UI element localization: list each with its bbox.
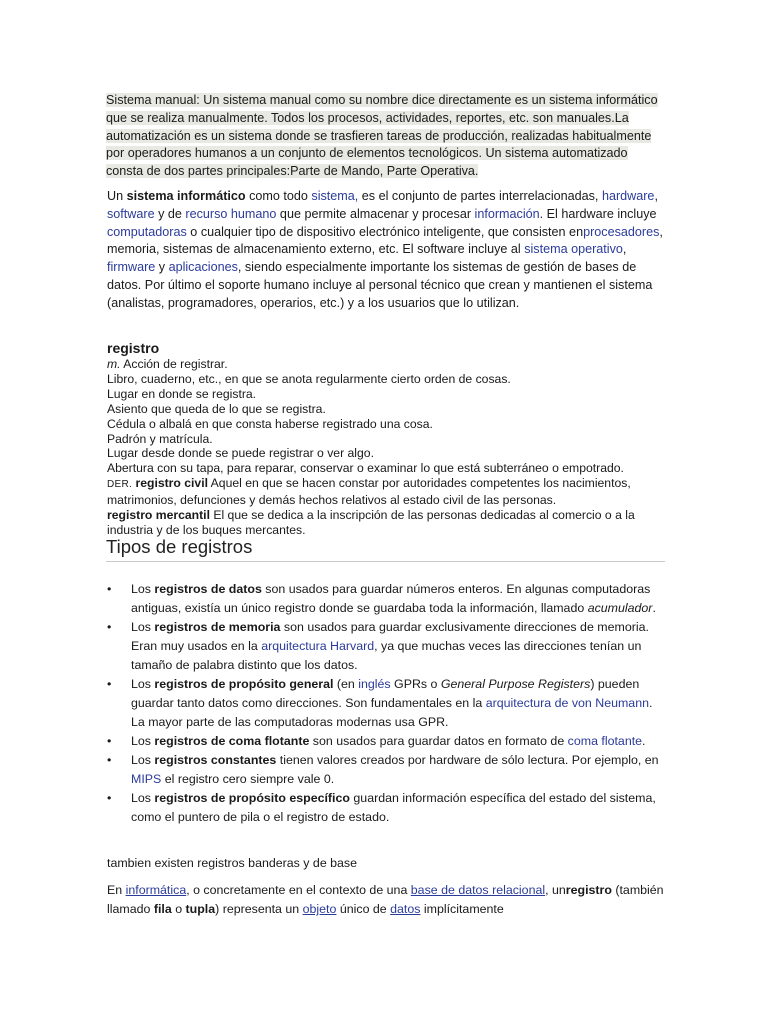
text: y [155,260,169,275]
bold-term: registros de coma flotante [154,734,310,748]
text: único de [336,902,391,916]
definition-line: Asiento que queda de lo que se registra. [107,401,326,416]
text: Los [131,620,155,634]
text: o cualquier tipo de dispositivo electrónico inteligente, que consisten en [186,224,584,239]
text: GPRs o [390,677,441,691]
text: Los [131,582,155,596]
text: como todo [245,189,312,203]
definition-line: Cédula o albalá en que consta haberse registrado una cosa. [107,416,433,431]
link-arquitectura-von-neumann[interactable]: arquitectura de von Neumann [485,696,649,710]
text: . La mayor parte de las computadoras modernas usa GPR. [131,696,653,729]
text: Los [131,734,155,748]
section-heading: Tipos de registros [106,536,665,562]
link-informacion[interactable]: información [474,206,540,221]
link-computadoras[interactable]: computadoras [107,224,187,239]
text: el registro cero siempre vale 0. [161,772,335,786]
link-software[interactable]: software [107,206,155,221]
bullet: • [107,620,112,634]
link-datos[interactable]: datos [390,902,421,916]
bold-term: tupla [185,902,216,916]
definition-line: Libro, cuaderno, etc., en que se anota regularmente cierto orden de cosas. [107,371,511,386]
registro-headword: registro [107,340,160,356]
text: Acción de registrar. [120,357,228,371]
text: o [171,902,186,916]
sistema-paragraph [107,188,667,313]
list-item [107,675,667,732]
text: tienen valores creados por hardware de sólo lectura. Por ejemplo, en [276,753,659,767]
definition-line: Padrón y matrícula. [107,431,213,446]
text: que permite almacenar y procesar [276,206,475,221]
text: Un [107,189,127,203]
list-item [107,789,667,827]
bold-term: registros constantes [154,753,277,767]
text: implícitamente [420,902,504,916]
bold-term: registros de propósito general [154,677,334,691]
bold-term: registros de memoria [154,620,281,634]
bold-term: registro civil [135,476,208,491]
bold-term: fila [153,902,172,916]
text: El que se dedica a la inscripción de las personas dedicadas al comercio o a la industria y de los buques mercantes. [107,508,635,537]
bullet: • [107,791,112,805]
text: ) pueden guardar tanto datos como direcciones. Son fundamentales en la [131,677,640,710]
bullet: • [107,582,112,596]
text: , un [545,883,566,897]
link-hardware[interactable]: hardware [601,189,655,203]
text: , memoria, sistemas de almacenamiento externo, etc. El software incluye al [107,224,663,257]
text: son usados para guardar números enteros. En algunas computadoras antiguas, existía un único registro donde se guardaba toda la información, llamado [131,582,651,615]
link-procesadores[interactable]: procesadores [583,224,660,239]
link-aplicaciones[interactable]: aplicaciones [168,260,238,275]
register-types-list [107,580,667,827]
text: En [107,883,126,897]
text: . [652,601,656,615]
definition-line: Lugar desde donde se puede registrar o ver algo. [107,446,374,461]
text: . El hardware incluye [539,206,657,221]
text: Los [131,677,155,691]
text: son usados para guardar exclusivamente direcciones de memoria. Eran muy usados en la [131,620,649,653]
text: Los [131,791,155,805]
text: son usados para guardar datos en formato de [309,734,568,748]
list-item [107,751,667,789]
list-item [107,580,667,618]
registro-definition [107,339,667,538]
link-ingles[interactable]: inglés [358,677,391,691]
text: Los [131,753,155,767]
bullet: • [107,734,112,748]
text: es el conjunto de partes interrelacionadas, [358,189,602,203]
link-recurso-humano[interactable]: recurso humano [185,206,277,221]
list-item [107,732,667,751]
text: (en [333,677,359,691]
text: Aquel en que se hacen constar por autoridades competentes los nacimientos, matrimonios, defunciones y demás hechos relativos al estado civil de las personas. [107,476,631,508]
link-firmware[interactable]: firmware [107,260,156,275]
grammar-tag: m. [107,357,121,371]
link-informatica[interactable]: informática [125,883,187,897]
italic-term: General Purpose Registers [440,677,591,691]
text: . [642,734,646,748]
bold-term: sistema informático [126,189,246,203]
list-item [107,618,667,675]
link-arquitectura-harvard[interactable]: arquitectura Harvard [261,639,375,653]
text: guardan información específica del estado del sistema, como el puntero de pila o el registro de estado. [131,791,656,824]
italic-term: acumulador [587,601,653,615]
text: , [622,242,627,257]
link-coma-flotante[interactable]: coma flotante [567,734,643,748]
definition-line: Lugar en donde se registra. [107,386,257,401]
text: , o concretamente en el contexto de una [186,883,411,897]
text: ) representa un [215,902,303,916]
text: y de [154,206,186,221]
bold-term: registros de datos [154,582,262,596]
text: (también llamado [107,883,664,916]
definition-line [107,357,667,372]
bold-term: registros de propósito específico [154,791,350,805]
link-objeto[interactable]: objeto [302,902,337,916]
definition-civil [107,476,667,508]
link-mips[interactable]: MIPS [131,772,162,786]
bold-term: registro mercantil [107,508,210,523]
bullet: • [107,753,112,767]
text: , [654,189,658,203]
text: , siendo especialmente importante los sistemas de gestión de bases de datos. Por último el soporte humano incluye al personal técnico que crean y mantienen el sistema (analistas, programadores, operarios, etc.) y a los usuarios que lo utilizan. [107,260,653,310]
definition-mercantil [107,508,667,538]
der-tag: DER. [107,479,133,491]
tambien-line: tambien existen registros banderas y de base [107,856,358,870]
bold-term: registro [565,883,612,897]
link-sistema-operativo[interactable]: sistema operativo [524,242,623,257]
text: , ya que muchas veces las direcciones tenían un tamaño de palabra distinto que los datos. [131,639,642,672]
intro-paragraph [106,92,660,181]
bullet: • [107,677,112,691]
definition-line: Abertura con su tapa, para reparar, conservar o examinar lo que está subterráneo o empotrado. [107,461,624,476]
final-paragraph [107,881,667,919]
link-sistema[interactable]: sistema, [311,189,359,203]
highlighted-text: Sistema manual: Un sistema manual como su nombre dice directamente es un sistema informático que se realiza manualmente. Todos los procesos, actividades, reportes, etc. son manuales.La automatización es un sistema donde se trasfieren tareas de producción, realizadas habitualmente por operadores humanos a un conjunto de elementos tecnológicos. Un sistema automatizado consta de dos partes principales:Parte de Mando, Parte Operativa. [106,93,658,179]
link-base-de-datos-relacional[interactable]: base de datos relacional [410,883,546,897]
